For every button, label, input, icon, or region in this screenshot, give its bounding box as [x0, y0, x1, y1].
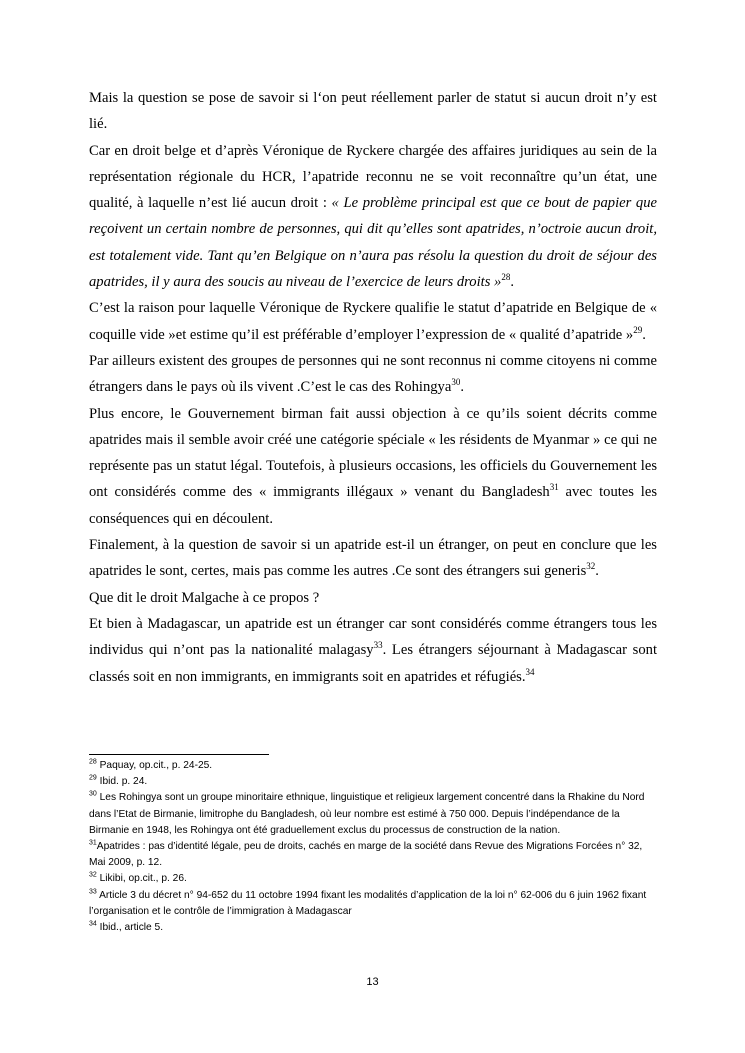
footnote-ref[interactable]: 30 — [451, 377, 461, 388]
footnote-ref[interactable]: 32 — [586, 561, 596, 572]
paragraph-6: Finalement, à la question de savoir si un apatride est-il un étranger, on peut en conclure que les apatrides le sont, certes, mais pas comme les autres .Ce sont des étrangers sui generis$^{32}$. — [89, 537, 657, 580]
main-text — [89, 85, 657, 690]
paragraph-2: Car en droit belge et d’après Véronique de Ryckere chargée des affaires juridiques au sein de la représentation régionale du HCR, l’apatride reconnu ne se voit reconnaître qu’un état, une qualité, à laquelle n’est lié aucun droit : « Le problème principal est que ce bout de papier que reçoivent un certain nombre de personnes, qui dit qu’elles sont apatrides, n’octroie aucun droit, est totalement vide. Tant qu’en Belgique on n’aura pas résolu la question du droit de séjour des apatrides, il y aura des soucis au niveau de l’exercice de leurs droits »$^{28}$. — [89, 142, 657, 291]
footnote-ref[interactable]: 28 — [501, 272, 511, 283]
footnotes — [89, 758, 657, 936]
footnote-ref[interactable]: 29 — [633, 324, 643, 335]
footnote-item: $^{32}$ Likibi, op.cit., p. 26. — [89, 872, 187, 885]
paragraph-4: Par ailleurs existent des groupes de personnes qui ne sont reconnus ni comme citoyens ni comme étrangers dans le pays où ils vivent .C’est le cas des Rohingya$^{30}$. — [89, 352, 657, 396]
footnote-item: $^{34}$ Ibid., article 5. — [89, 920, 164, 934]
paragraph-3: C’est la raison pour laquelle Véronique de Ryckere qualifie le statut d’apatride en Belgique de « coquille vide »et estime qu’il est préférable d’employer l’expression de « qualité d’apatride »$^{29}$. — [89, 300, 657, 343]
footnote-separator — [89, 754, 269, 755]
page-number: 13 — [366, 976, 379, 988]
paragraph-7: Que dit le droit Malgache à ce propos ? — [89, 589, 320, 606]
footnote-item: $^{31}$Apatrides : pas d’identité légale, peu de droits, cachés en marge de la société dans Revue des Migrations Forcées n° 32, Mai 2009, p. 12. — [89, 839, 643, 869]
footnote-item: $^{30}$ Les Rohingya sont un groupe minoritaire ethnique, linguistique et religieux largement concentré dans la Rhakine du Nord dans l’Etat de Birmanie, limitrophe du Bangladesh, où leur nombre est estimé à 750 000. Depuis l’indépendance de la Birmanie en 1948, les Rohingya ont été graduellement exclus du processus de construction de la nation. — [89, 791, 645, 836]
footnote-item: $^{33}$ Article 3 du décret n° 94-652 du 11 octobre 1994 fixant les modalités d’application de la loi n° 62-006 du 6 juin 1962 fixant l’organisation et le contrôle de l’immigration à Madagascar — [89, 888, 647, 917]
footnote-item: $^{28}$ Paquay, op.cit., p. 24-25. — [89, 758, 213, 771]
paragraph-5: Plus encore, le Gouvernement birman fait aussi objection à ce qu’ils soient décrits comme apatrides mais il semble avoir créé une catégorie spéciale « les résidents de Myanmar » ce qui ne représente pas un statut légal. Toutefois, à plusieurs occasions, les officiels du Gouvernement les ont considérés comme des « immigrants illégaux » venant du Bangladesh$^{31}$ avec toutes les conséquences qui en découlent. — [89, 405, 657, 527]
quote: « Le problème principal est que ce bout de papier que reçoivent un certain nombre de personnes, qui dit qu’elles sont apatrides, n’octroie aucun droit, est totalement vide. Tant qu’en Belgique on n’aura pas résolu la question du droit de séjour des apatrides, il y aura des soucis au niveau de l’exercice de leurs droits » — [89, 195, 657, 291]
paragraph-8: Et bien à Madagascar, un apatride est un étranger car sont considérés comme étrangers tous les individus qui n’ont pas la nationalité malagasy$^{33}$. Les étrangers séjournant à Madagascar sont classés soit en non immigrants, en immigrants soit en apatrides et réfugiés.$^{34}$ — [89, 615, 657, 685]
footnote-ref[interactable]: 33 — [373, 640, 383, 651]
footnote-item: $^{29}$ Ibid. p. 24. — [89, 774, 148, 788]
paragraph-1: Mais la question se pose de savoir si l‘on peut réellement parler de statut si aucun droit n’y est lié. — [89, 90, 657, 133]
footnote-ref[interactable]: 34 — [525, 666, 535, 677]
footnote-ref[interactable]: 31 — [549, 482, 559, 493]
